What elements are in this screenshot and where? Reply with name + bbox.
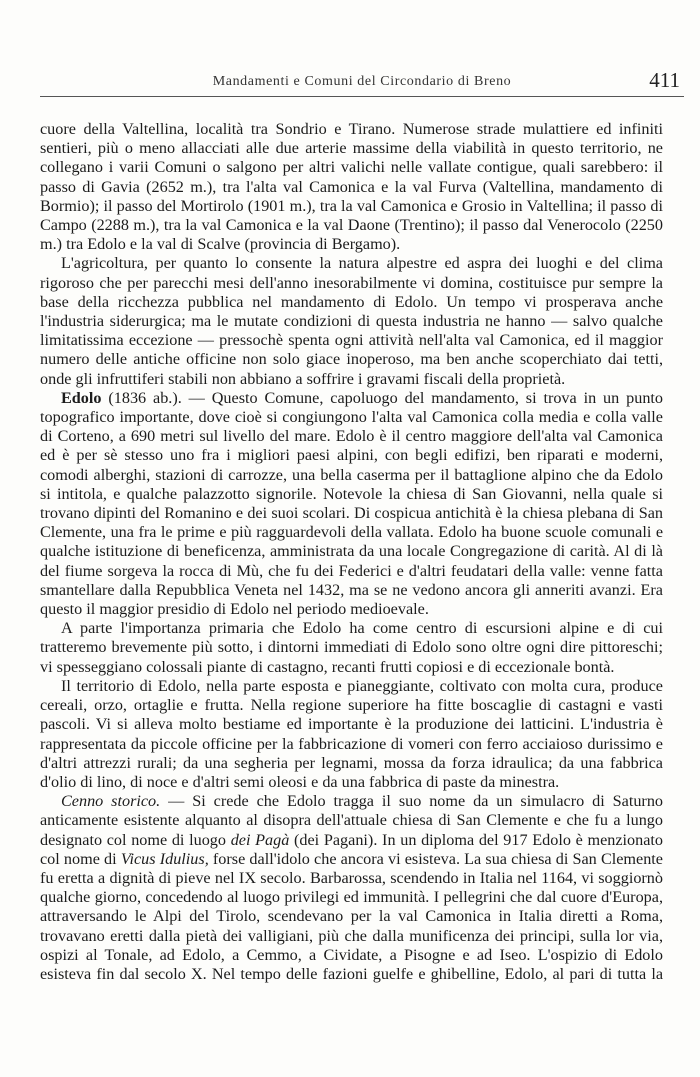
paragraph-3-lead: Edolo — [61, 388, 102, 407]
paragraph-6-text-a: — Si crede che Edolo tragga il suo nome da un simulacro di Saturno anticamente esistente alquanto al disopra dell'attuale chiesa di San Clemente e che fu a lungo designato col nome di luogo — [40, 792, 664, 849]
paragraph-6-lead: Cenno storico. — [61, 792, 161, 811]
paragraph-5-text: Il territorio di Edolo, nella parte esposta e pianeggiante, coltivato con molta cura, produce cereali, orzo, ortaglie e frutta. Nella regione superiore ha fitte boscaglie di castagni e vasti pascoli. Vi si alleva molto bestiame ed importante è la produzione dei latticini. L'industria è rappresentata da piccole officine per la fabbricazione di vomeri con ferro acciaioso durissimo e d'altri attrezzi rurali; da una segheria per legnami, mossa da forza idraulica; da una fabbrica d'olio di lino, di noce e d'altri semi oleosi e da una fabbrica di paste da minestra. — [40, 676, 663, 791]
paragraph-4 — [40, 619, 663, 677]
page-number: 411 — [649, 68, 680, 92]
paragraph-6-text-b: (dei Pagani). In un diploma del 917 Edolo è menzionato col nome di — [40, 830, 664, 868]
paragraph-5 — [40, 677, 663, 792]
paragraph-6-italic-latin: Vicus Idulius, — [120, 849, 209, 868]
body-text — [40, 120, 663, 984]
paragraph-4-text: A parte l'importanza primaria che Edolo ha come centro di escursioni alpine e di cui tratteremo brevemente più sotto, i dintorni immediati di Edolo sono oltre ogni dire pittoreschi; vi spesseggiano colossali piante di castagno, recanti frutti copiosi e di eccezionale bontà. — [40, 619, 663, 676]
page-header — [40, 68, 684, 97]
paragraph-6-italic-place: dei Pagà — [230, 830, 290, 849]
paragraph-3 — [40, 389, 663, 619]
running-head: Mandamenti e Comuni del Circondario di Breno — [212, 74, 512, 89]
paragraph-2-text: L'agricoltura, per quanto lo consente la natura alpestre ed aspra dei luoghi e del clima rigoroso che per parecchi mesi dell'anno inesorabilmente vi domina, costituisce pur sempre la base della ricchezza pubblica nel mandamento di Edolo. Un tempo vi prosperava anche l'industria siderurgica; ma le mutate condizioni di questa industria ne hanno — salvo qualche limitatissima eccezione — pressochè spenta ogni attività nell'alta val Camonica, ed il maggior numero delle antiche officine non solo giace inoperoso, ma ben anche scoperchiato dai tetti, onde gli infruttiferi stabili non abbiano a soffrire i gravami fiscali della proprietà. — [40, 254, 663, 388]
paragraph-1 — [40, 120, 663, 254]
paragraph-3-text: (1836 ab.). — Questo Comune, capoluogo del mandamento, si trova in un punto topografico importante, dove cioè si congiungono l'alta val Camonica colla media e colla valle di Corteno, a 690 metri sul livello del mare. Edolo è il centro maggiore dell'alta val Camonica ed è per sè stesso uno fra i migliori paesi alpini, con begli edifizi, ben riparati e moderni, comodi alberghi, stazioni di carrozze, una bella caserma per il battaglione alpino che da Edolo si intitola, e qualche palazzotto signorile. Notevole la chiesa di San Giovanni, nella quale si trovano dipinti del Romanino e dei suoi scolari. Di cospicua antichità è la chiesa plebana di San Clemente, una fra le prime e più ragguardevoli della vallata. Edolo ha buone scuole comunali e qualche istituzione di beneficenza, amministrata da una locale Congregazione di carità. Al di là del fiume sorgeva la rocca di Mù, che fu dei Federici e d'altri feudatari della valle: venne fatta smantellare dalla Repubblica Veneta nel 1432, ma se ne vedono ancora gli anneriti avanzi. Era questo il maggior presidio di Edolo nel periodo medioevale. — [40, 388, 663, 619]
paragraph-6-text-c: forse dall'idolo che ancora vi esisteva. La sua chiesa di San Clemente fu eretta a dignità di pieve nel IX secolo. Barbarossa, scendendo in Italia nel 1164, vi soggiornò qualche giorno, concedendo al luogo privilegi ed immunità. I pellegrini che dal cuore d'Europa, attraversando le Alpi del Tirolo, scendevano per la val Camonica in Italia diretti a Roma, trovavano eretti dalla pietà dei valligiani, più che dalla munificenza dei principi, sulla lor via, ospizi al Tonale, ad Edolo, a Cemmo, a Cividate, a Pisogne e ad Iseo. L'ospizio di Edolo esisteva fin dal secolo X. Nel tempo delle fazioni guelfe e ghibelline, Edolo, al pari di tutta la — [40, 849, 663, 983]
paragraph-6 — [40, 792, 663, 984]
paragraph-2 — [40, 254, 663, 388]
paragraph-1-text: cuore della Valtellina, località tra Sondrio e Tirano. Numerose strade mulattiere ed infiniti sentieri, più o meno allacciati alle due arterie massime della viabilità in questo territorio, ne collegano i varii Comuni o salgono per altri valichi nelle vallate contigue, quali sarebbero: il passo di Gavia (2652 m.), tra l'alta val Camonica e la val Furva (Valtellina, mandamento di Bormio); il passo del Mortirolo (1901 m.), tra la val Camonica e Grosio in Valtellina; il passo di Campo (2288 m.), tra la val Camonica e la val Daone (Trentino); il passo dal Venerocolo (2250 m.) tra Edolo e la val di Scalve (provincia di Bergamo). — [40, 120, 663, 254]
